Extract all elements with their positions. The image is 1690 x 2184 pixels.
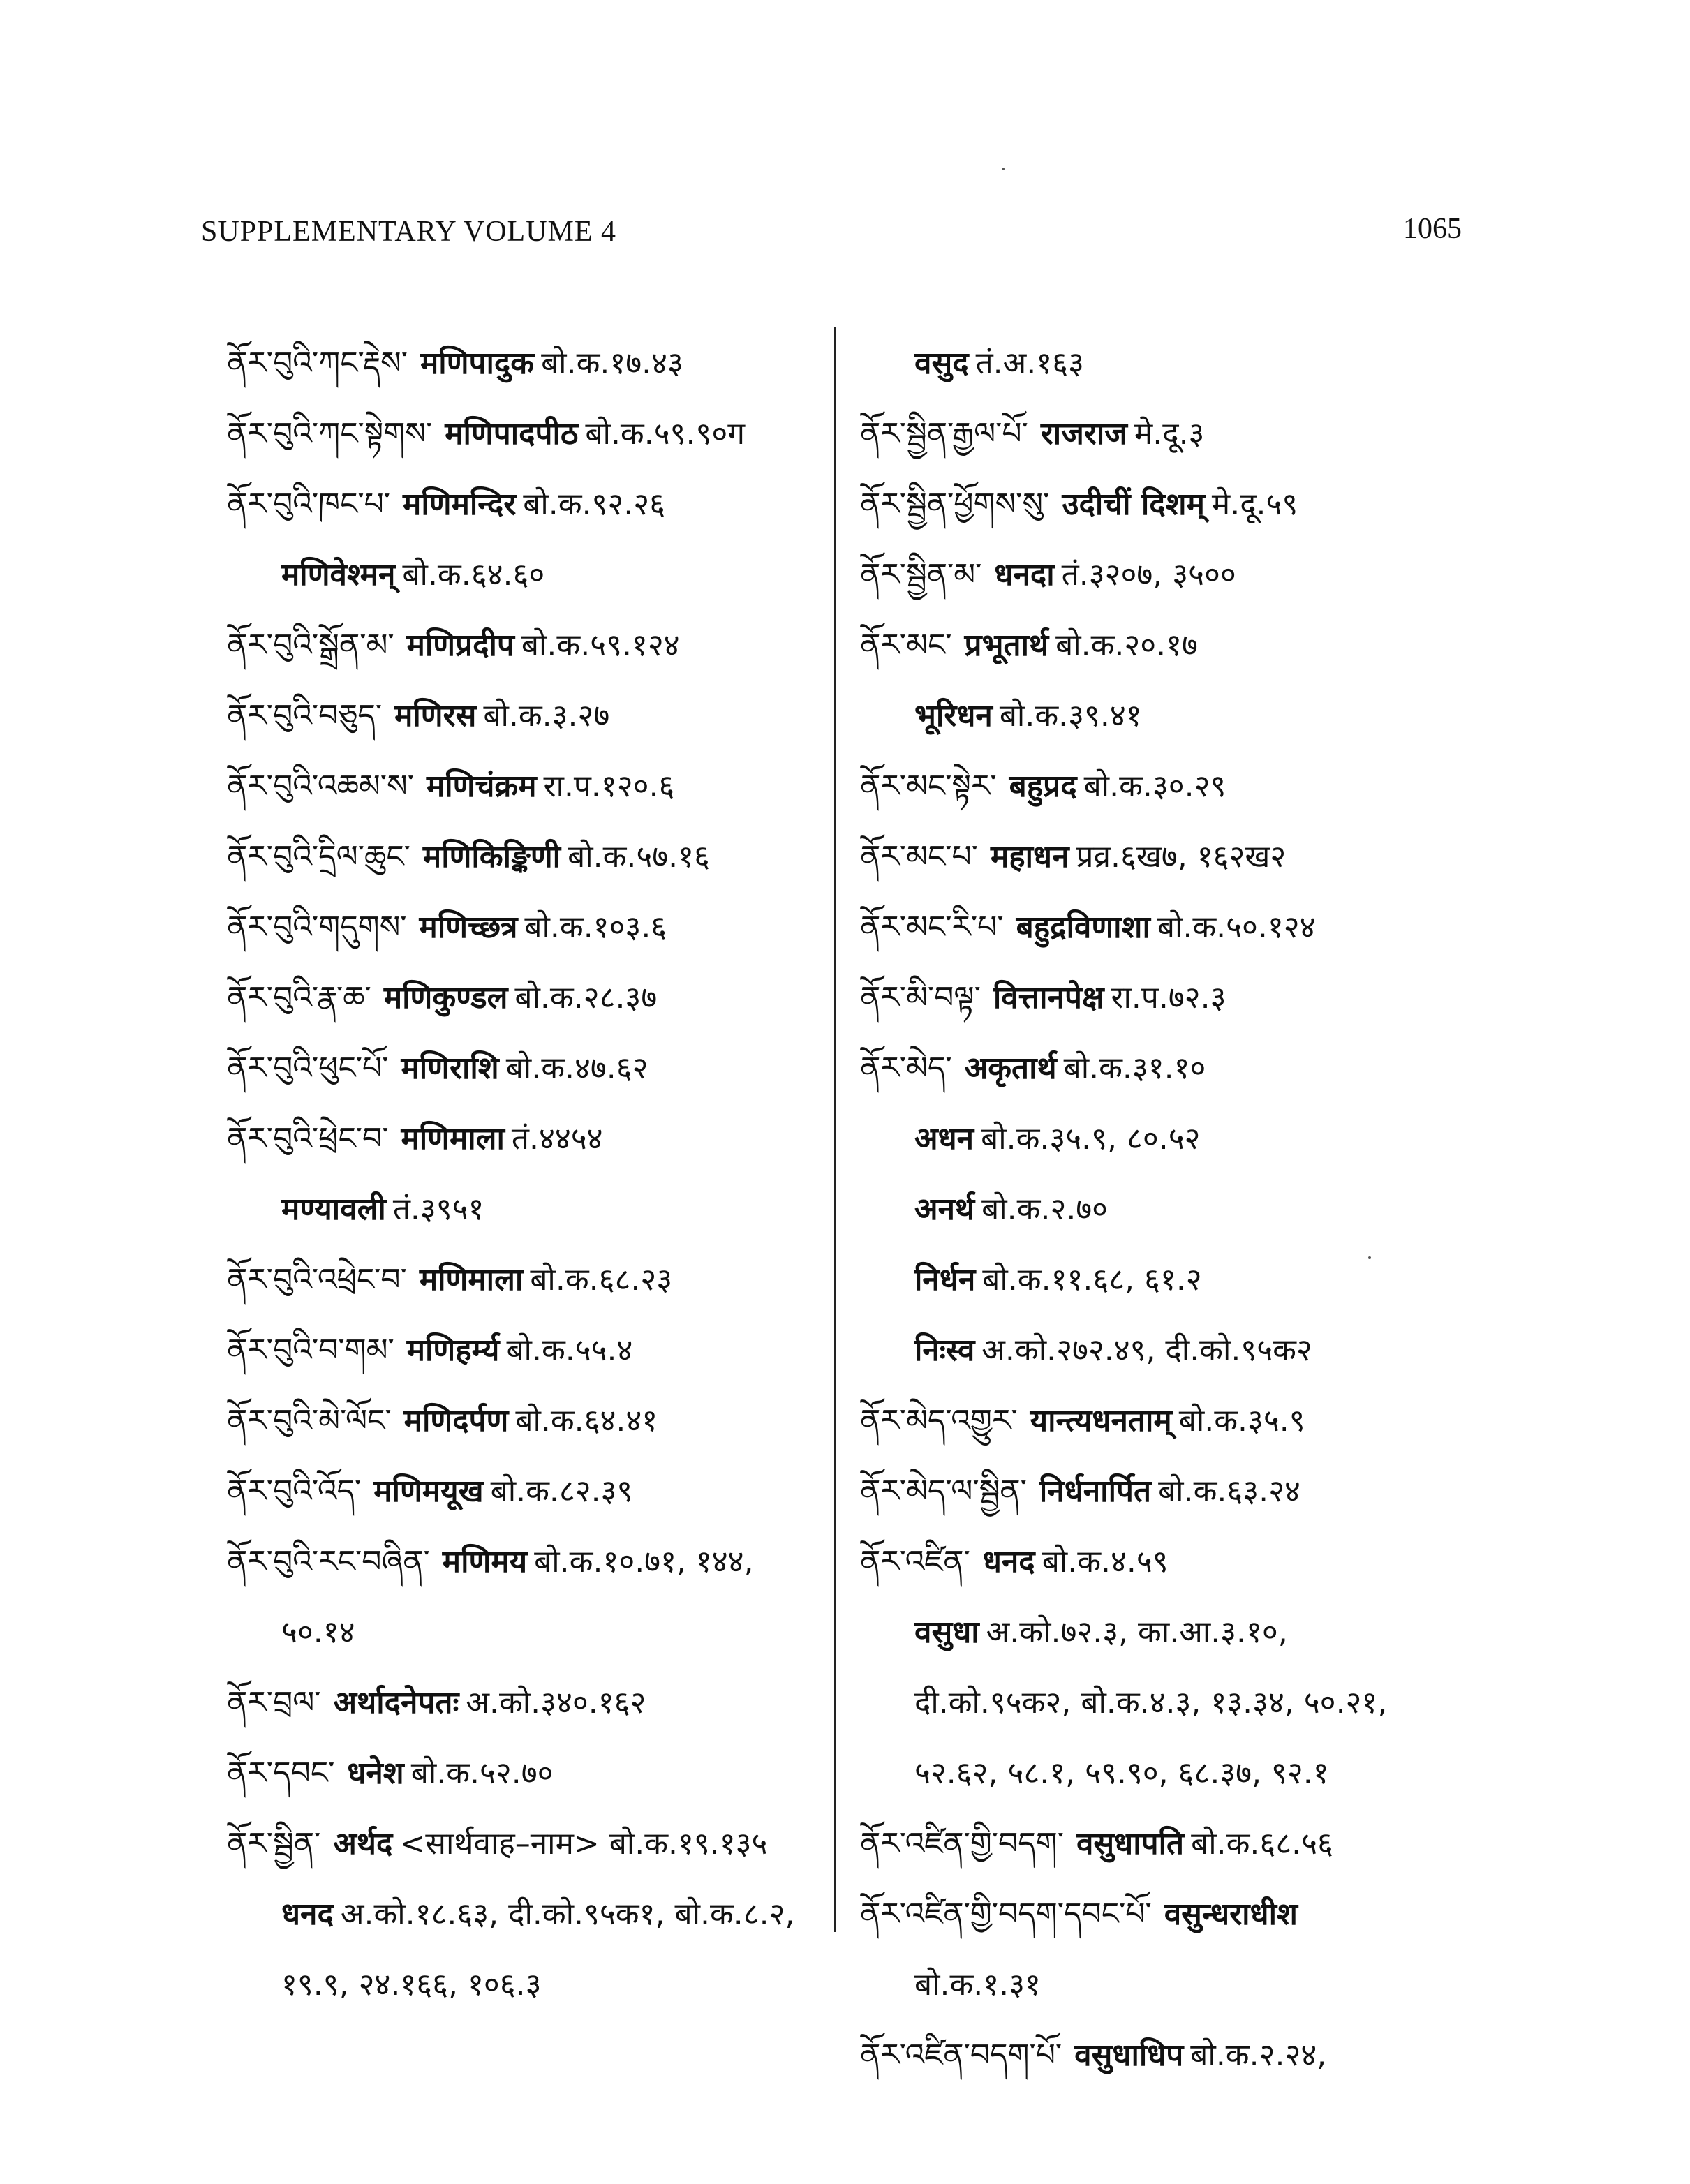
dictionary-entry-line: [860, 1597, 1474, 1667]
source-reference: ५०.१४: [281, 1614, 355, 1650]
source-reference: बो.क.३५.९: [1178, 1403, 1305, 1439]
tibetan-headword: ནོར་བུའི་ཀང་སྟེགས་: [227, 416, 433, 452]
source-reference: बो.क.३१.१०: [1063, 1050, 1206, 1086]
tibetan-headword: ནོར་སྦྱིན་མ་: [860, 557, 982, 593]
source-reference: बो.क.६४.४१: [515, 1403, 658, 1439]
source-reference: प्रव्र.६ख७, १६२ख२: [1076, 839, 1287, 875]
sanskrit-equivalent: महाधन: [990, 839, 1069, 875]
tibetan-headword: ནོར་མེད་ལ་སྦྱིན་: [860, 1473, 1027, 1509]
tibetan-headword: ནོར་བུའི་འོད་: [227, 1473, 362, 1509]
source-reference: अ.को.२७२.४९, दी.को.९५क२: [981, 1332, 1312, 1368]
tibetan-headword: ནོར་བུའི་ཕུང་པོ་: [227, 1050, 389, 1086]
sanskrit-equivalent: मणिच्छत्र: [419, 909, 518, 945]
tibetan-headword: ནོར་འཛིན་གྱི་བདག་: [860, 1826, 1064, 1862]
dictionary-entry-line: [227, 540, 827, 610]
sanskrit-equivalent: मणिराशि: [401, 1050, 499, 1086]
sanskrit-equivalent: मणिचंक्रम: [426, 768, 537, 804]
tibetan-headword: ནོར་འཛིན་: [860, 1544, 970, 1580]
sanskrit-equivalent: भूरिधन: [914, 698, 993, 734]
sanskrit-equivalent: मणिकुण्डल: [383, 980, 508, 1016]
source-reference: मे.दू.३: [1134, 416, 1205, 452]
source-reference: बो.क.१.३१: [914, 1967, 1041, 2003]
dictionary-entry-line: [860, 822, 1474, 892]
source-reference: बो.क.५९.९०ग: [585, 416, 745, 452]
tibetan-headword: ནོར་བུའི་འཕྲེང་བ་: [227, 1262, 407, 1298]
sanskrit-equivalent: मणिरस: [394, 698, 477, 734]
dictionary-entry-line: [860, 1174, 1474, 1245]
sanskrit-equivalent: धनद: [281, 1896, 334, 1932]
source-reference: बो.क.६८.२३: [530, 1262, 673, 1298]
dictionary-entry-line: [860, 1526, 1474, 1597]
dictionary-entry-line: [227, 822, 827, 892]
sanskrit-equivalent: मणिमाला: [401, 1121, 505, 1157]
source-reference: अ.को.३४०.१६२: [466, 1685, 646, 1721]
tibetan-headword: ནོར་བུའི་རྣ་ཆ་: [227, 980, 371, 1016]
source-reference: तं.अ.१६३: [975, 346, 1084, 381]
tibetan-headword: ནོར་མི་བལྟ་: [860, 980, 981, 1016]
source-reference: बो.क.५०.१२४: [1157, 909, 1316, 945]
source-reference: अ.को.७२.३, का.आ.३.१०,: [986, 1614, 1288, 1650]
sanskrit-equivalent: राजराज: [1040, 416, 1127, 452]
dictionary-entry-line: [860, 1808, 1474, 1879]
source-reference: बो.क.१०.७१, १४४,: [534, 1544, 754, 1580]
sanskrit-equivalent: वसुद: [914, 346, 969, 381]
dictionary-entry-line: [227, 1315, 827, 1386]
tibetan-headword: ནོར་དབང་: [227, 1755, 335, 1791]
source-reference: बो.क.२८.३७: [514, 980, 658, 1016]
column-divider: [834, 327, 836, 1932]
dictionary-entry-line: [227, 1456, 827, 1526]
dictionary-entry-line: [860, 610, 1474, 681]
sanskrit-equivalent: अर्थादनेपतः: [333, 1685, 459, 1721]
dictionary-entry-line: [860, 1879, 1474, 1949]
source-reference: बो.क.११.६८, ६१.२: [982, 1262, 1202, 1298]
dictionary-entry-line: [227, 1386, 827, 1456]
source-reference: बो.क.१०३.६: [524, 909, 667, 945]
dictionary-entry-line: [860, 751, 1474, 822]
source-reference: बो.क.१७.४३: [541, 346, 683, 381]
dictionary-entry-line: [227, 1526, 827, 1597]
tibetan-headword: ནོར་བུའི་ཀང་རྡེས་: [227, 346, 408, 381]
sanskrit-equivalent: मणिपादुक: [420, 346, 535, 381]
sanskrit-equivalent: मण्यावली: [281, 1191, 386, 1227]
sanskrit-equivalent: मणिहर्म्य: [406, 1332, 500, 1368]
source-reference: बो.क.९२.२६: [523, 486, 666, 522]
dictionary-entry-line: [227, 1597, 827, 1667]
dictionary-entry-line: [860, 1949, 1474, 2020]
source-reference: बो.क.६४.६०: [402, 557, 545, 593]
tibetan-headword: ནོར་མང་སྟེར་: [860, 768, 997, 804]
source-reference: बो.क.४७.६२: [505, 1050, 648, 1086]
left-column: [227, 328, 827, 2020]
tibetan-headword: ནོར་མེད་: [860, 1050, 952, 1086]
source-reference: तं.३२०७, ३५००: [1061, 557, 1236, 593]
sanskrit-equivalent: अर्थद: [333, 1826, 393, 1862]
sanskrit-equivalent: मणिमाला: [419, 1262, 524, 1298]
dictionary-entry-line: [227, 1879, 827, 1949]
page-number: 1065: [1403, 213, 1462, 245]
scan-speck: [1368, 1256, 1371, 1259]
dictionary-entry-line: [860, 399, 1474, 469]
source-reference: तं.४४५४: [511, 1121, 603, 1157]
scan-speck: [1002, 168, 1005, 170]
tibetan-headword: ནོར་འཛིན་བདག་པོ་: [860, 2037, 1062, 2073]
right-column: [860, 328, 1474, 2090]
source-reference: बो.क.५२.७०: [410, 1755, 554, 1791]
source-reference: बो.क.६३.२४: [1158, 1473, 1300, 1509]
dictionary-entry-line: [227, 892, 827, 963]
sanskrit-equivalent: धनद: [982, 1544, 1035, 1580]
source-reference: मे.दू.५९: [1211, 486, 1298, 522]
sanskrit-equivalent: निर्धन: [914, 1262, 976, 1298]
dictionary-entry-line: [860, 963, 1474, 1033]
dictionary-entry-line: [860, 1245, 1474, 1315]
source-reference: बो.क.२०.१७: [1055, 627, 1198, 663]
source-reference: बो.क.३.२७: [483, 698, 610, 734]
sanskrit-equivalent: अकृतार्थ: [964, 1050, 1057, 1086]
dictionary-entry-line: [860, 1456, 1474, 1526]
tibetan-headword: ནོར་བུའི་བཅུད་: [227, 698, 383, 734]
source-reference: बो.क.२.७०: [981, 1191, 1109, 1227]
sanskrit-equivalent: अनर्थ: [914, 1191, 975, 1227]
tibetan-headword: ནོར་སྦྱིན་རྒྱལ་པོ་: [860, 416, 1028, 452]
sanskrit-equivalent: उदीचीं दिशम्: [1062, 486, 1205, 522]
source-reference: तं.३९५१: [392, 1191, 484, 1227]
dictionary-entry-line: [227, 1245, 827, 1315]
source-reference: <सार्थवाह–नाम> बो.क.१९.१३५: [399, 1826, 768, 1862]
tibetan-headword: ནོར་བུའི་ཁང་པ་: [227, 486, 391, 522]
tibetan-headword: ནོར་མང་རི་པ་: [860, 909, 1004, 945]
source-reference: बो.क.४.५९: [1042, 1544, 1169, 1580]
dictionary-entry-line: [860, 540, 1474, 610]
tibetan-headword: ནོར་བྲལ་: [227, 1685, 321, 1721]
sanskrit-equivalent: धनदा: [994, 557, 1055, 593]
sanskrit-equivalent: मणिदर्पण: [403, 1403, 509, 1439]
dictionary-entry-line: [860, 681, 1474, 751]
sanskrit-equivalent: धनेश: [347, 1755, 404, 1791]
dictionary-entry-line: [227, 610, 827, 681]
tibetan-headword: ནོར་བུའི་གདུགས་: [227, 909, 407, 945]
sanskrit-equivalent: निर्धनार्पित: [1039, 1473, 1152, 1509]
source-reference: बो.क.३५.९, ८०.५२: [981, 1121, 1201, 1157]
tibetan-headword: ནོར་སྦྱིན་ཕྱོགས་སུ་: [860, 486, 1050, 522]
tibetan-headword: ནོར་འཛིན་གྱི་བདག་དབང་པོ་: [860, 1896, 1152, 1932]
sanskrit-equivalent: मणिमय: [442, 1544, 528, 1580]
source-reference: बो.क.५५.४: [506, 1332, 633, 1368]
sanskrit-equivalent: मणिकिङ्किणी: [422, 839, 561, 875]
tibetan-headword: ནོར་བུའི་ཕྲེང་བ་: [227, 1121, 389, 1157]
sanskrit-equivalent: वित्तानपेक्ष: [993, 980, 1104, 1016]
source-reference: बो.क.२.२४,: [1190, 2037, 1327, 2073]
dictionary-entry-line: [860, 1315, 1474, 1386]
sanskrit-equivalent: प्रभूतार्थ: [964, 627, 1049, 663]
source-reference: बो.क.८२.३९: [490, 1473, 633, 1509]
dictionary-entry-line: [860, 892, 1474, 963]
sanskrit-equivalent: वसुधाधिप: [1074, 2037, 1184, 2073]
source-reference: बो.क.३०.२९: [1083, 768, 1226, 804]
dictionary-entry-line: [860, 1033, 1474, 1104]
sanskrit-equivalent: मणिमन्दिर: [403, 486, 517, 522]
source-reference: दी.को.९५क२, बो.क.४.३, १३.३४, ५०.२१,: [914, 1685, 1388, 1721]
sanskrit-equivalent: मणिमयूख: [373, 1473, 484, 1509]
sanskrit-equivalent: बहुप्रद: [1009, 768, 1077, 804]
dictionary-entry-line: [227, 1738, 827, 1808]
sanskrit-equivalent: मणिपादपीठ: [445, 416, 579, 452]
dictionary-entry-line: [227, 328, 827, 399]
dictionary-entry-line: [227, 681, 827, 751]
sanskrit-equivalent: वसुधापति: [1076, 1826, 1185, 1862]
sanskrit-equivalent: बहुद्रविणाशा: [1016, 909, 1150, 945]
tibetan-headword: ནོར་བུའི་མེ་ལོང་: [227, 1403, 392, 1439]
dictionary-entry-line: [227, 1174, 827, 1245]
source-reference: बो.क.५९.१२४: [521, 627, 680, 663]
source-reference: बो.क.६८.५६: [1191, 1826, 1333, 1862]
sanskrit-equivalent: वसुन्धराधीश: [1164, 1896, 1298, 1932]
dictionary-entry-line: [227, 399, 827, 469]
source-reference: बो.क.३९.४१: [999, 698, 1142, 734]
sanskrit-equivalent: वसुधा: [914, 1614, 979, 1650]
sanskrit-equivalent: मणिवेश्मन्: [281, 557, 396, 593]
source-reference: १९.९, २४.१६६, १०६.३: [281, 1967, 542, 2003]
dictionary-entry-line: [860, 469, 1474, 540]
tibetan-headword: ནོར་བུའི་འཆམ་ས་: [227, 768, 414, 804]
tibetan-headword: ནོར་སྦྱིན་: [227, 1826, 321, 1862]
tibetan-headword: ནོར་བུའི་བ་གམ་: [227, 1332, 394, 1368]
source-reference: ५२.६२, ५८.१, ५९.९०, ६८.३७, ९२.१: [914, 1755, 1329, 1791]
source-reference: बो.क.५७.१६: [568, 839, 710, 875]
dictionary-entry-line: [227, 1104, 827, 1174]
dictionary-entry-line: [860, 1386, 1474, 1456]
dictionary-entry-line: [860, 1104, 1474, 1174]
dictionary-entry-line: [860, 1738, 1474, 1808]
dictionary-entry-line: [227, 1033, 827, 1104]
tibetan-headword: ནོར་བུའི་དྲིལ་ཆུང་: [227, 839, 410, 875]
dictionary-entry-line: [227, 751, 827, 822]
sanskrit-equivalent: निःस्व: [914, 1332, 975, 1368]
dictionary-entry-line: [227, 1667, 827, 1738]
source-reference: अ.को.१८.६३, दी.को.९५क१, बो.क.८.२,: [340, 1896, 795, 1932]
dictionary-entry-line: [227, 1808, 827, 1879]
sanskrit-equivalent: अधन: [914, 1121, 974, 1157]
tibetan-headword: ནོར་མེད་འགྱུར་: [860, 1403, 1018, 1439]
source-reference: रा.प.७२.३: [1111, 980, 1226, 1016]
source-reference: रा.प.१२०.६: [543, 768, 675, 804]
tibetan-headword: ནོར་བུའི་སྒྲོན་མ་: [227, 627, 394, 663]
tibetan-headword: ནོར་མང་པ་: [860, 839, 978, 875]
tibetan-headword: ནོར་བུའི་རང་བཞིན་: [227, 1544, 430, 1580]
tibetan-headword: ནོར་མང་: [860, 627, 952, 663]
dictionary-entry-line: [227, 963, 827, 1033]
dictionary-entry-line: [860, 2020, 1474, 2090]
sanskrit-equivalent: यान्त्यधनताम्: [1030, 1403, 1172, 1439]
dictionary-entry-line: [860, 1667, 1474, 1738]
sanskrit-equivalent: मणिप्रदीप: [406, 627, 514, 663]
dictionary-entry-line: [227, 1949, 827, 2020]
running-header: SUPPLEMENTARY VOLUME 4: [201, 216, 617, 248]
dictionary-entry-line: [860, 328, 1474, 399]
dictionary-entry-line: [227, 469, 827, 540]
